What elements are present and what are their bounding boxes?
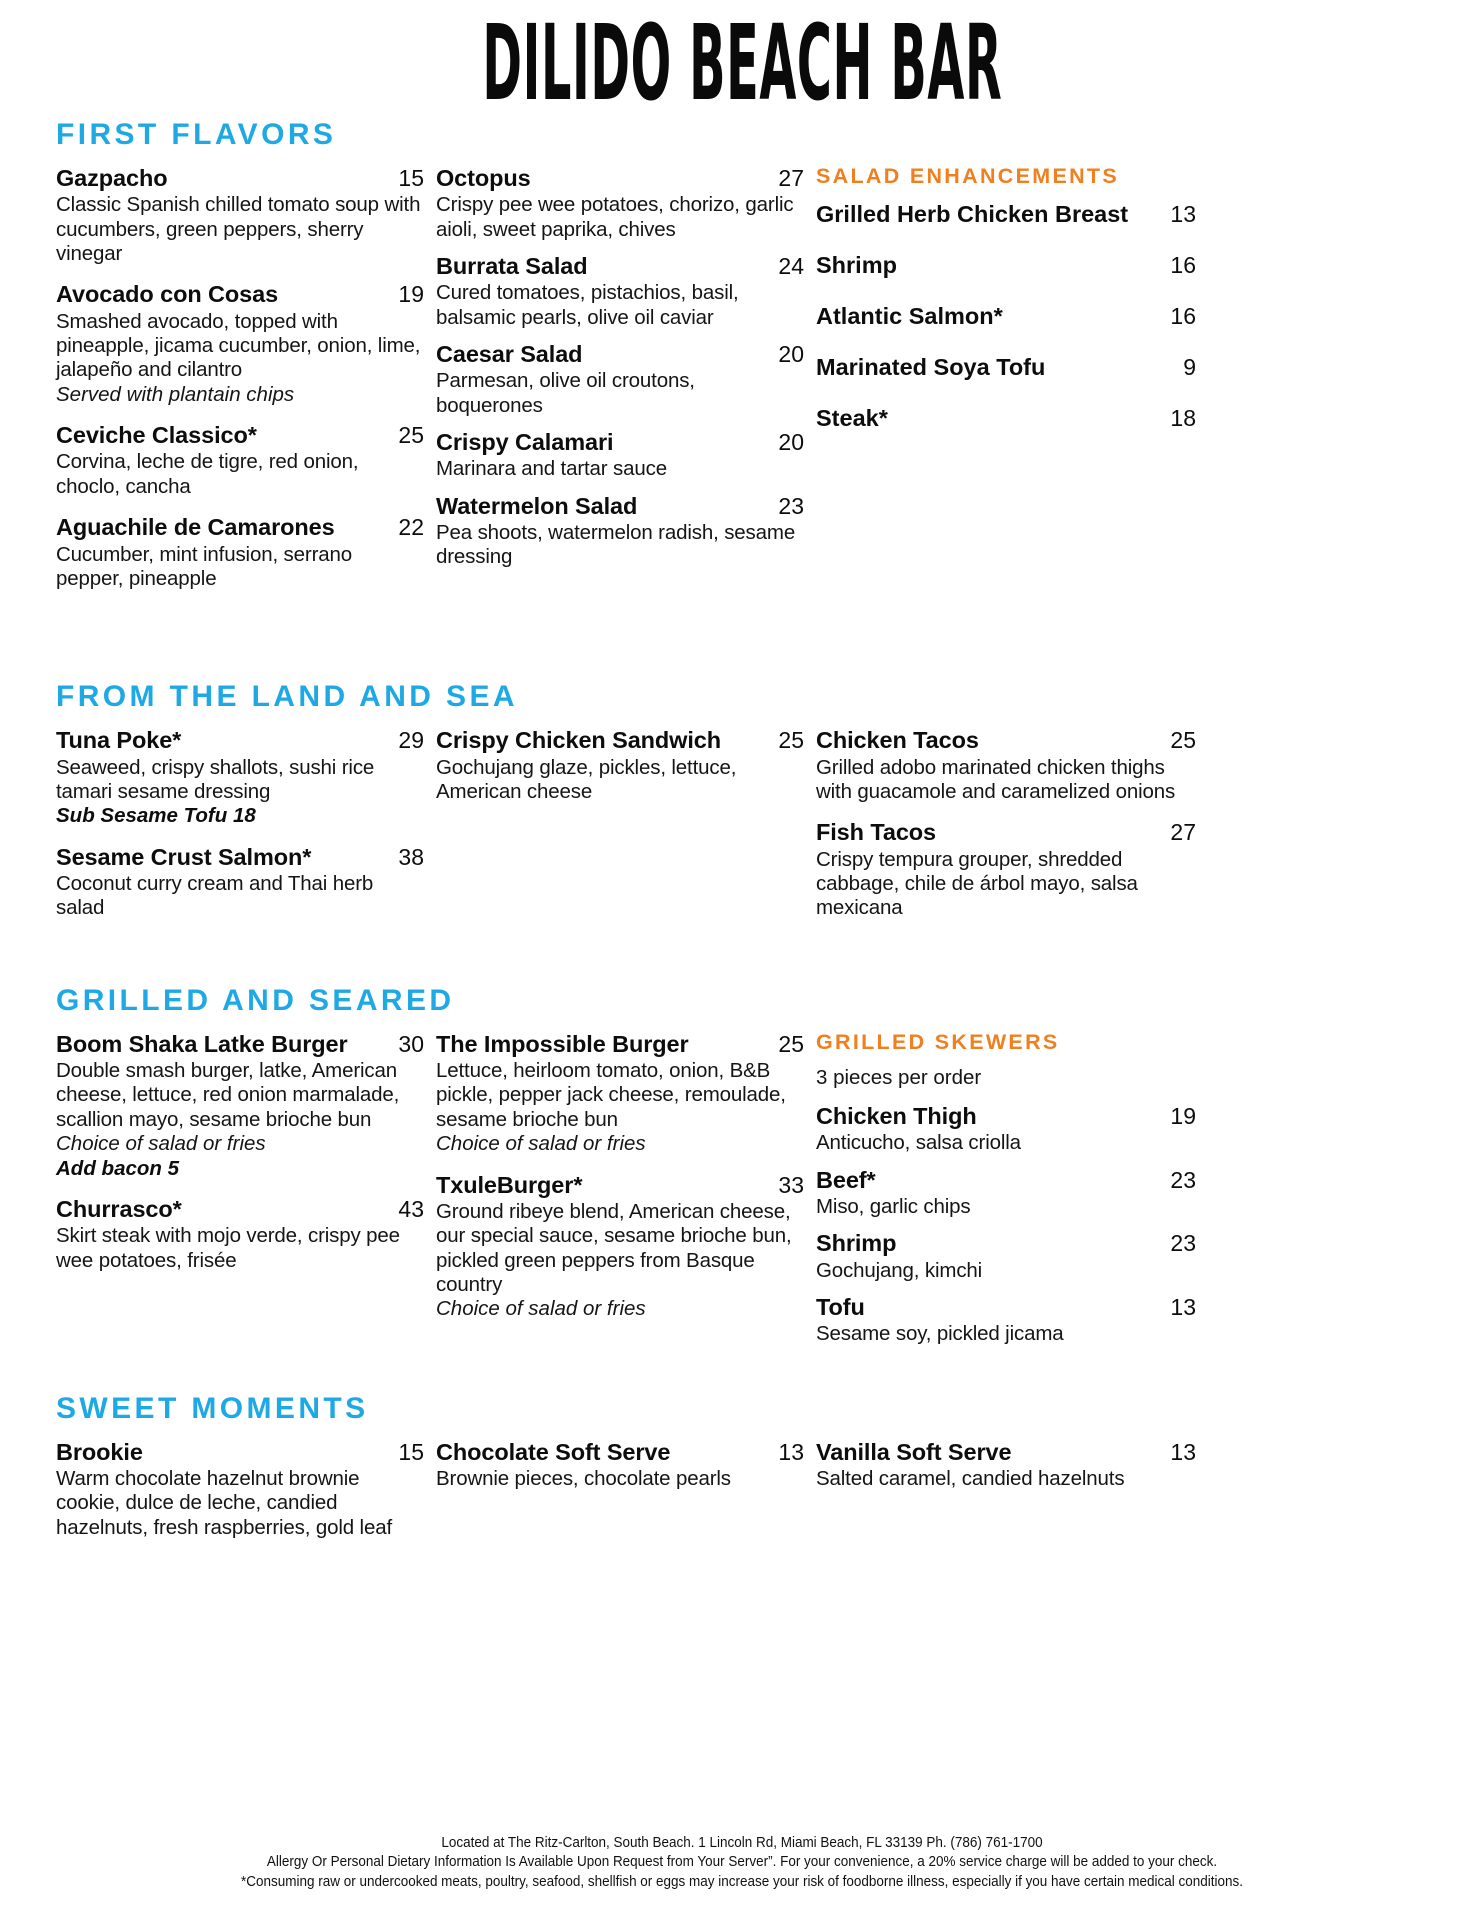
subsection-title-salad-enhancements: SALAD ENHANCEMENTS [816,164,1119,188]
menu-item-head [56,165,424,192]
menu-item-price: 30 [398,1030,424,1057]
menu-item-name: Avocado con Cosas [56,281,279,308]
menu-item-price: 25 [398,422,424,449]
section-title-sweet-moments: SWEET MOMENTS [56,1391,369,1425]
menu-item-price: 15 [398,165,424,191]
land-and-sea-column-2 [436,727,816,819]
menu-item-price: 29 [398,727,424,754]
menu-item-head [436,429,804,456]
enhancement-price: 16 [1170,251,1196,278]
first-flavors-column-2 [436,165,816,581]
menu-item-price: 19 [398,281,424,308]
menu-item-price: 13 [1170,1438,1196,1465]
skewer-name: Beef* [816,1166,876,1193]
menu-item-note: Choice of salad or fries [436,1132,646,1156]
menu-item-description: Double smash burger, latke, American cheese, lettuce, red onion marmalade, scallion mayo, sesame brioche bun [56,1059,400,1131]
menu-item-description: Smashed avocado, topped with pineapple, jicama cucumber, onion, lime, jalapeño and cilantro [56,309,421,382]
menu-item-price: 27 [1170,819,1196,846]
skewer-price: 23 [1170,1166,1196,1193]
menu-item-head [816,1439,1196,1466]
footer-consumption-warning-line: *Consuming raw or undercooked meats, poultry, seafood, shellfish or eggs may increase your risk of foodborne illness, especially if you have certain medical conditions. [241,1873,1243,1890]
menu-item-description: Brownie pieces, chocolate pearls [436,1466,731,1490]
menu-item-head [56,1196,424,1223]
menu-item-note: Served with plantain chips [56,382,295,406]
menu-item-price: 13 [778,1438,804,1465]
menu-item-price: 20 [778,341,804,368]
menu-item-head [436,1439,804,1466]
menu-item[interactable] [56,1196,424,1273]
menu-item[interactable] [56,281,424,407]
menu-item-name: Chicken Tacos [816,727,979,754]
skewer-description: Miso, garlic chips [816,1194,971,1218]
menu-item-description: Cured tomatoes, pistachios, basil, balsamic pearls, olive oil caviar [436,281,739,329]
menu-item-price: 33 [778,1171,804,1198]
skewer-price: 23 [1170,1230,1196,1257]
enhancement-name: Marinated Soya Tofu [816,353,1046,380]
enhancement-price: 18 [1170,404,1196,431]
menu-item[interactable] [436,429,804,482]
section-grilled-and-seared [56,984,1444,1358]
menu-item-name: Brookie [56,1438,143,1465]
menu-item[interactable] [436,1172,804,1322]
menu-item-description: Crispy tempura grouper, shredded cabbage, chile de árbol mayo, salsa mexicana [816,847,1138,920]
menu-item[interactable] [56,1031,424,1181]
skewer-item[interactable] [816,1230,1196,1283]
footer-allergy-line: Allergy Or Personal Dietary Information Is Available Upon Request from Your Server”. For your convenience, a 20% service charge will be added to your check. [266,1854,1218,1871]
menu-item-price: 22 [398,514,424,541]
menu-item-description: Gochujang glaze, pickles, lettuce, American cheese [436,755,737,803]
menu-item-name: Churrasco* [56,1195,182,1222]
enhancement-price: 9 [1183,353,1196,380]
menu-item-name: Gazpacho [56,165,168,191]
menu-item-head [56,844,424,871]
skewer-description: Anticucho, salsa criolla [816,1131,1021,1155]
menu-item-name: Ceviche Classico* [56,422,257,449]
grilled-column-2 [436,1031,816,1337]
enhancement-price: 13 [1170,200,1196,227]
grilled-column-3 [816,1031,1196,1358]
menu-item-price: 25 [778,727,804,754]
menu-item-name: Chocolate Soft Serve [436,1438,671,1465]
land-and-sea-columns [56,727,1444,935]
menu-item[interactable] [56,727,424,828]
menu-item[interactable] [436,253,804,330]
menu-item[interactable] [56,1439,424,1540]
menu-item-head [816,727,1196,754]
menu-item-head [436,341,804,368]
menu-item-description: Warm chocolate hazelnut brownie cookie, dulce de leche, candied hazelnuts, fresh raspberries, gold leaf [56,1466,393,1539]
skewer-item-head [816,1103,1196,1130]
menu-item-description: Grilled adobo marinated chicken thighs with guacamole and caramelized onions [816,755,1176,803]
menu-item-description: Corvina, leche de tigre, red onion, choclo, cancha [56,450,359,498]
sweet-column-3 [816,1439,1196,1507]
menu-item-price: 25 [1170,727,1196,754]
menu-item-name: Caesar Salad [436,341,583,368]
menu-item-name: Burrata Salad [436,253,588,280]
menu-item-description: Cucumber, mint infusion, serrano pepper, pineapple [56,542,353,590]
enhancement-item[interactable] [816,303,1196,330]
menu-item-name: Boom Shaka Latke Burger [56,1030,348,1057]
menu-item-head [436,727,804,754]
menu-item-description: Parmesan, olive oil croutons, boquerones [436,369,695,417]
first-flavors-column-3 [816,165,1196,456]
menu-item-head [436,1031,804,1058]
menu-item-note: Choice of salad or fries [436,1297,646,1321]
menu-item-name: Octopus [436,165,531,191]
section-spacer [56,606,1444,680]
sweet-column-1 [56,1439,436,1555]
menu-item-name: Aguachile de Camarones [56,514,335,541]
skewer-price: 13 [1170,1293,1196,1320]
menu-item-price: 38 [398,843,424,870]
menu-item[interactable] [816,727,1196,804]
menu-item[interactable] [816,819,1196,920]
menu-item[interactable] [436,493,804,570]
skewer-item-head [816,1230,1196,1257]
skewer-description: Gochujang, kimchi [816,1258,983,1282]
menu-item-head [816,819,1196,846]
land-and-sea-column-1 [56,727,436,935]
menu-item-name: Watermelon Salad [436,492,638,519]
skewer-item[interactable] [816,1167,1196,1220]
section-title-land-and-sea: FROM THE LAND AND SEA [56,680,518,714]
menu-item-head [56,422,424,449]
skewer-name: Tofu [816,1293,865,1320]
skewer-item[interactable] [816,1294,1196,1347]
grilled-column-1 [56,1031,436,1288]
menu-item-head [436,493,804,520]
menu-item-note: Sub Sesame Tofu 18 [56,804,256,828]
skewer-description: Sesame soy, pickled jicama [816,1322,1064,1346]
first-flavors-column-1 [56,165,436,606]
menu-item-head [436,1172,804,1199]
menu-item[interactable] [436,165,804,242]
section-land-and-sea [56,680,1444,935]
menu-item-description: Classic Spanish chilled tomato soup with cucumbers, green peppers, sherry vinegar [56,193,421,266]
menu-item-name: Fish Tacos [816,819,937,846]
menu-item-description: Lettuce, heirloom tomato, onion, B&B pickle, pepper jack cheese, remoulade, sesame brioche bun [436,1059,786,1131]
masthead [0,0,1484,126]
menu-item-name: The Impossible Burger [436,1030,689,1057]
section-spacer [56,1358,1444,1392]
land-and-sea-column-3 [816,727,1196,935]
menu-item[interactable] [816,1439,1196,1492]
menu-item-description: Marinara and tartar sauce [436,457,667,481]
enhancement-item[interactable] [816,252,1196,279]
skewer-item-head [816,1167,1196,1194]
menu-item-name: Tuna Poke* [56,727,182,754]
menu-sheet [0,118,1484,1555]
section-sweet-moments [56,1392,1444,1555]
skewer-name: Chicken Thigh [816,1102,977,1129]
menu-item-name: Crispy Calamari [436,429,614,456]
footer-address-line: Located at The Ritz-Carlton, South Beach. 1 Lincoln Rd, Miami Beach, FL 33139 Ph. (786) 761-1700 [441,1835,1043,1852]
menu-item-name: Crispy Chicken Sandwich [436,727,722,754]
sweet-column-2 [436,1439,816,1507]
menu-item-price: 20 [778,429,804,456]
enhancement-item[interactable] [816,405,1196,432]
enhancement-item[interactable] [816,354,1196,381]
sweet-moments-columns [56,1439,1444,1555]
menu-item[interactable] [56,514,424,591]
menu-item-head [436,253,804,280]
menu-item-name: Sesame Crust Salmon* [56,843,312,870]
section-title-first-flavors: FIRST FLAVORS [56,118,337,151]
menu-item-name: TxuleBurger* [436,1171,583,1198]
enhancement-price: 16 [1170,302,1196,329]
menu-item-head [56,514,424,541]
enhancement-name: Grilled Herb Chicken Breast [816,200,1129,227]
grilled-and-seared-columns [56,1031,1444,1358]
section-spacer [56,936,1444,984]
menu-item-description: Ground ribeye blend, American cheese, our special sauce, sesame brioche bun, pickled green peppers from Basque country [436,1199,792,1296]
menu-item[interactable] [436,1031,804,1157]
menu-item-name: Vanilla Soft Serve [816,1438,1012,1465]
skewer-price: 19 [1170,1102,1196,1129]
menu-item-price: 27 [778,165,804,191]
section-title-grilled-and-seared: GRILLED AND SEARED [56,983,455,1017]
skewer-item[interactable] [816,1103,1196,1156]
menu-item-price: 43 [398,1195,424,1222]
menu-item-description: Skirt steak with mojo verde, crispy pee wee potatoes, frisée [56,1224,400,1272]
first-flavors-columns [56,165,1444,606]
menu-item-description: Coconut curry cream and Thai herb salad [56,871,374,920]
enhancement-name: Atlantic Salmon* [816,302,1003,329]
skewers-portion-note: 3 pieces per order [816,1066,982,1090]
menu-item-head [56,727,424,754]
menu-item-price: 24 [778,253,804,280]
enhancement-name: Shrimp [816,251,897,278]
menu-item-addon-note: Add bacon 5 [56,1156,180,1180]
menu-item-price: 25 [778,1030,804,1057]
skewer-item-head [816,1294,1196,1321]
skewer-name: Shrimp [816,1230,897,1257]
menu-item[interactable] [56,422,424,499]
menu-item[interactable] [56,165,424,266]
menu-item-description: Seaweed, crispy shallots, sushi rice tamari sesame dressing [56,755,375,803]
menu-item-description: Salted caramel, candied hazelnuts [816,1466,1125,1490]
menu-item-price: 23 [778,492,804,519]
menu-item-head [56,281,424,308]
menu-item-head [56,1439,424,1466]
menu-item[interactable] [436,1439,804,1492]
footer [0,1834,1484,1892]
menu-item-head [56,1031,424,1058]
menu-item[interactable] [436,341,804,418]
menu-item-description: Crispy pee wee potatoes, chorizo, garlic aioli, sweet paprika, chives [436,193,794,241]
enhancement-name: Steak* [816,404,888,431]
subsection-title-grilled-skewers: GRILLED SKEWERS [816,1029,1060,1054]
menu-item[interactable] [56,844,424,921]
menu-item-head [436,165,804,192]
enhancement-item[interactable] [816,201,1196,228]
menu-item-description: Pea shoots, watermelon radish, sesame dressing [436,520,796,569]
section-first-flavors [56,118,1444,606]
restaurant-logo-title: DILIDO BEACH BAR [482,3,1002,126]
menu-item-price: 15 [398,1438,424,1465]
menu-item[interactable] [436,727,804,804]
menu-item-note: Choice of salad or fries [56,1132,266,1156]
